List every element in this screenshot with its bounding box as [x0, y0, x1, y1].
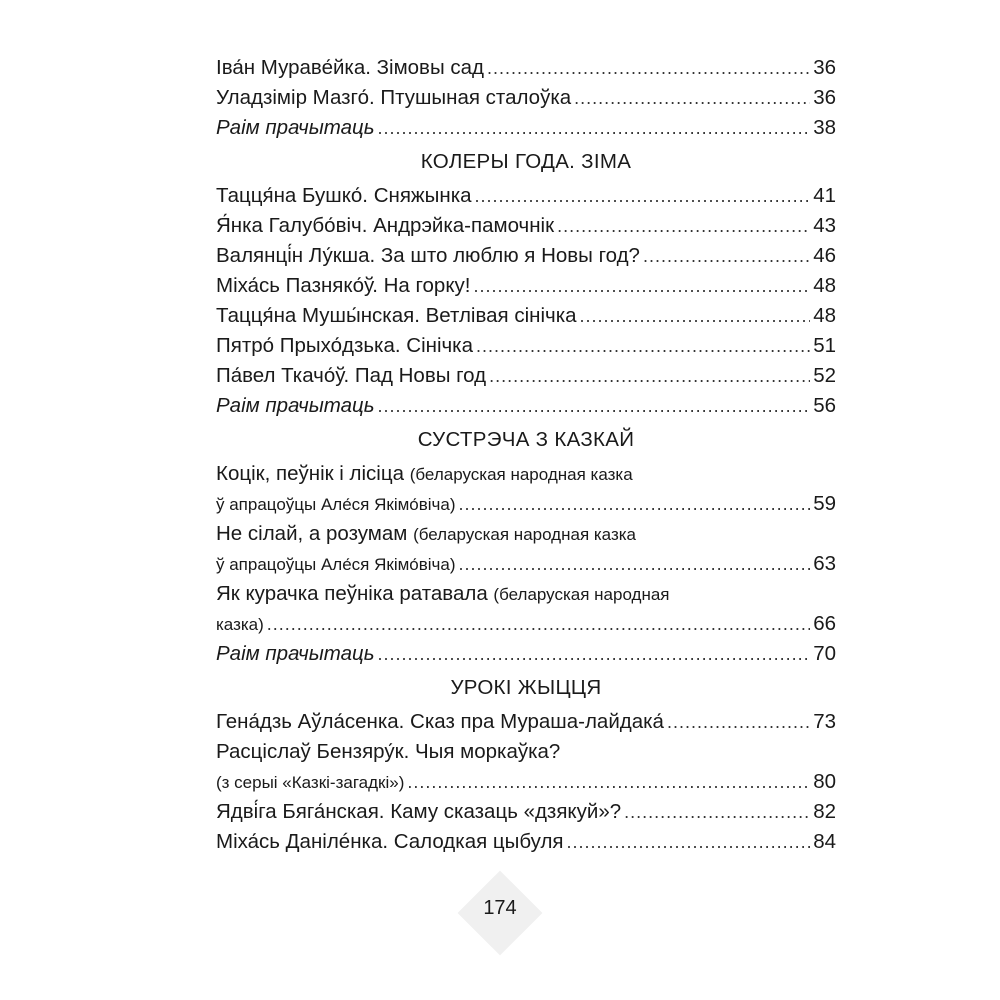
leader-dots [643, 242, 810, 271]
toc-entry-first-line [216, 579, 836, 609]
toc-entry[interactable] [216, 737, 836, 797]
toc-entry-title: Па́вел Ткачо́ў. Пад Новы год [216, 364, 487, 387]
toc-entry-title: Гена́дзь Аўла́сенка. Сказ пра Мураша-лайдака́ [216, 710, 664, 733]
toc-entry-continuation: (з серыі «Казкі-загадкі») [216, 773, 405, 792]
leader-dots [489, 362, 810, 391]
toc-entry[interactable] [216, 211, 836, 241]
toc-entry[interactable] [216, 53, 836, 83]
toc-entry-first-line [216, 459, 836, 489]
leader-dots [567, 828, 811, 857]
toc-entry-page: 48 [813, 304, 836, 327]
toc-entry[interactable] [216, 519, 836, 579]
leader-dots [574, 84, 810, 113]
toc-entry-note: (беларуская народная казка [409, 465, 633, 484]
toc-entry-page: 66 [813, 612, 836, 635]
toc-entry-continuation: ў апрацоўцы Але́ся Якімо́віча) [216, 495, 456, 514]
toc-entry[interactable] [216, 707, 836, 737]
toc-entry[interactable] [216, 301, 836, 331]
toc-entry-page: 56 [813, 394, 836, 417]
toc-entry-second-line [216, 767, 836, 797]
toc-entry-title: Не сілай, а розумам [216, 522, 408, 545]
toc-entry-title: Раім прачытаць [216, 394, 375, 417]
toc-entry[interactable] [216, 797, 836, 827]
section-heading: СУСТРЭЧА З КАЗКАЙ [417, 428, 635, 451]
toc-entry[interactable] [216, 361, 836, 391]
toc-entry-page: 82 [813, 800, 836, 823]
toc-entry-title: Іва́н Мураве́йка. Зімовы сад [216, 56, 484, 79]
toc-entry-page: 73 [813, 710, 836, 733]
toc-entry-continuation: казка) [216, 615, 264, 634]
toc-entry-note: (беларуская народная казка [413, 525, 637, 544]
toc-entry-first-line [216, 519, 836, 549]
toc-entry-title: Міха́сь Данілéнка. Салодкая цыбуля [216, 830, 564, 853]
leader-dots [475, 182, 811, 211]
leader-dots [557, 212, 810, 241]
leader-dots [459, 490, 811, 519]
toc-entry-title: Я́нка Галубо́віч. Андрэйка-памочнік [216, 214, 555, 237]
toc-entry[interactable] [216, 827, 836, 857]
toc-entry[interactable] [216, 331, 836, 361]
leader-dots [580, 302, 811, 331]
page-number: 174 [483, 897, 517, 919]
toc-entry-page: 52 [813, 364, 836, 387]
table-of-contents [216, 53, 836, 857]
toc-entry-title: Расціслаў Бензяру́к. Чыя моркаўка? [216, 740, 561, 763]
leader-dots [487, 54, 810, 83]
toc-entry-page: 51 [813, 334, 836, 357]
toc-entry-page: 63 [813, 552, 836, 575]
toc-entry-title: Міха́сь Пазняко́ў. На горку! [216, 274, 471, 297]
section-heading: КОЛЕРЫ ГОДА. ЗІМА [420, 150, 632, 173]
section-heading: УРОКІ ЖЫЦЦЯ [450, 676, 602, 699]
toc-entry-page: 43 [813, 214, 836, 237]
toc-entry-title: Валянці́н Лу́кша. За што люблю я Новы год? [216, 244, 640, 267]
leader-dots [667, 708, 810, 737]
toc-entry-title: Тацця́на Мушы́нская. Ветлівая сінічка [216, 304, 577, 327]
toc-entry-note: (беларуская народная [493, 585, 670, 604]
leader-dots [267, 610, 810, 639]
toc-entry-continuation: ў апрацоўцы Але́ся Якімо́віча) [216, 555, 456, 574]
toc-entry[interactable] [216, 271, 836, 301]
toc-entry-page: 46 [813, 244, 836, 267]
toc-entry-page: 36 [813, 56, 836, 79]
toc-entry[interactable] [216, 391, 836, 421]
toc-entry-title: Як курачка пеўніка ратавала [216, 582, 488, 605]
toc-entry[interactable] [216, 83, 836, 113]
toc-entry-title: Раім прачытаць [216, 116, 375, 139]
leader-dots [624, 798, 810, 827]
toc-entry-title: Ядві́га Бяга́нская. Каму сказаць «дзякуй»? [216, 800, 622, 823]
toc-entry[interactable] [216, 241, 836, 271]
toc-entry-page: 70 [813, 642, 836, 665]
leader-dots [459, 550, 811, 579]
leader-dots [476, 332, 810, 361]
toc-entry[interactable] [216, 639, 836, 669]
toc-entry-title: Коцік, пеўнік і лісіца [216, 462, 405, 485]
toc-entry-second-line [216, 609, 836, 639]
toc-entry-page: 59 [813, 492, 836, 515]
toc-entry-title: Раім прачытаць [216, 642, 375, 665]
toc-entry[interactable] [216, 181, 836, 211]
leader-dots [407, 768, 810, 797]
toc-entry[interactable] [216, 459, 836, 519]
toc-entry-page: 36 [813, 86, 836, 109]
leader-dots [473, 272, 810, 301]
toc-entry-title: Уладзімір Мазго́. Птушыная сталоўка [216, 86, 572, 109]
toc-entry-page: 84 [813, 830, 836, 853]
toc-entry-page: 48 [813, 274, 836, 297]
toc-entry[interactable] [216, 113, 836, 143]
toc-entry-second-line [216, 549, 836, 579]
toc-entry-title: Пятро́ Прыхо́дзька. Сінічка [216, 334, 474, 357]
toc-entry-second-line [216, 489, 836, 519]
leader-dots [378, 392, 811, 421]
leader-dots [378, 640, 811, 669]
leader-dots [378, 114, 811, 143]
toc-entry-page: 80 [813, 770, 836, 793]
toc-entry-page: 41 [813, 184, 836, 207]
toc-entry-first-line [216, 737, 836, 767]
toc-entry-title: Тацця́на Бушко́. Сняжынка [216, 184, 472, 207]
toc-entry[interactable] [216, 579, 836, 639]
toc-entry-page: 38 [813, 116, 836, 139]
